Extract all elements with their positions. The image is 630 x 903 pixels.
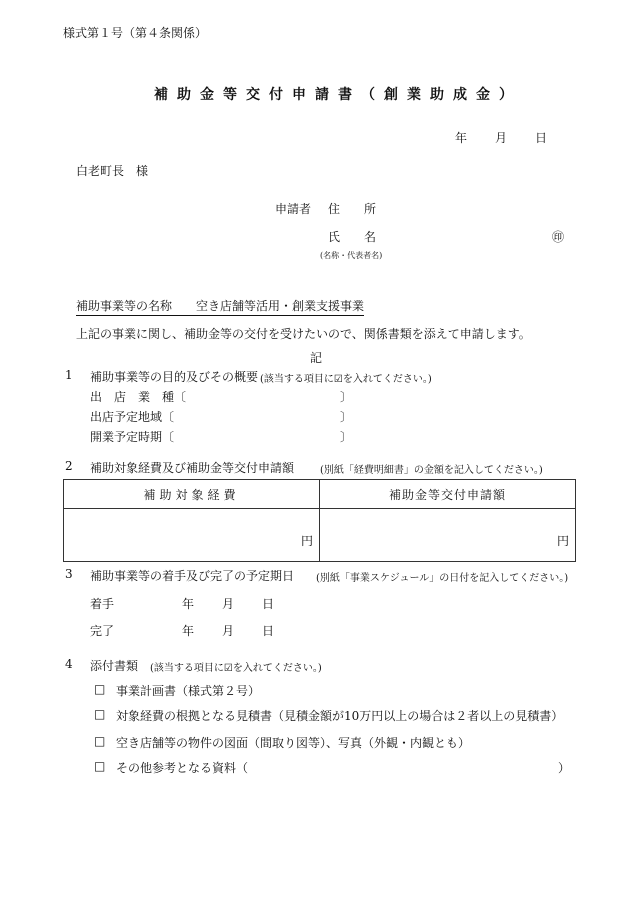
attachment-estimate: 対象経費の根拠となる見積書（見積金額が10万円以上の場合は２者以上の見積書） [116, 709, 564, 723]
table-header-row [64, 480, 576, 509]
section-number: 1 [65, 368, 73, 382]
checkbox-icon[interactable]: □ [94, 759, 106, 773]
checkbox-icon[interactable]: □ [94, 734, 106, 748]
section-heading: 補助事業等の着手及び完了の予定期日 [90, 569, 295, 583]
attachment-floor-plan: 空き店舗等の物件の図面（間取り図等）、写真（外観・内観とも） [116, 736, 471, 750]
addressee: 白老町長 様 [76, 164, 149, 178]
name-note: (名称・代表者名) [320, 251, 383, 260]
yen-unit: 円 [556, 534, 569, 548]
planned-area-label: 出店予定地域〔 [90, 410, 175, 424]
section-note: (別紙「事業スケジュール」の日付を記入してください。) [316, 573, 569, 584]
attachment-other: その他参考となる資料（ [116, 761, 249, 775]
section-heading: 添付書類 [90, 659, 139, 673]
section-heading: 補助事業等の目的及びその概要 [90, 370, 259, 384]
attachment-business-plan: 事業計画書（様式第２号） [116, 684, 261, 698]
date-day: 日 [535, 131, 548, 145]
ki-heading: 記 [310, 351, 323, 365]
section-note: (別紙「経費明細書」の金額を記入してください。) [320, 465, 543, 476]
document-title: 補助金等交付申請書（創業助成金） [154, 87, 522, 103]
end-day: 日 [262, 624, 275, 638]
start-year: 年 [182, 597, 195, 611]
bracket-close: 〕 [340, 390, 353, 404]
seal-mark: ㊞ [552, 230, 565, 244]
business-type-label: 出 店 業 種〔 [90, 390, 187, 404]
section-note: (該当する項目に☑を入れてください。) [150, 663, 322, 674]
section-number: 4 [65, 657, 73, 671]
table-row [64, 509, 576, 562]
header-eligible-expenses: 補助対象経費 [64, 480, 320, 509]
applicant-label: 申請者 [275, 202, 312, 216]
end-year: 年 [182, 624, 195, 638]
bracket-close: 〕 [340, 410, 353, 424]
opening-date-label: 開業予定時期〔 [90, 430, 175, 444]
project-name-line: 補助事業等の名称 空き店舗等活用・創業支援事業 [76, 297, 364, 316]
start-month: 月 [222, 597, 235, 611]
end-month: 月 [222, 624, 235, 638]
intro-text: 上記の事業に関し、補助金等の交付を受けたいので、関係書類を添えて申請します。 [76, 327, 531, 341]
header-requested-amount: 補助金等交付申請額 [320, 480, 576, 509]
end-label: 完了 [90, 624, 115, 638]
bracket-close: 〕 [340, 430, 353, 444]
requested-amount-cell[interactable] [320, 509, 576, 562]
date-month: 月 [495, 131, 508, 145]
checkbox-icon[interactable]: □ [94, 707, 106, 721]
paren-close: ） [558, 761, 571, 775]
name-label: 氏 名 [328, 230, 377, 244]
yen-unit: 円 [300, 534, 313, 548]
section-number: 3 [65, 567, 73, 581]
checkbox-icon[interactable]: □ [94, 682, 106, 696]
date-year: 年 [455, 131, 468, 145]
eligible-expenses-cell[interactable] [64, 509, 320, 562]
section-note: (該当する項目に☑を入れてください。) [260, 374, 432, 385]
start-day: 日 [262, 597, 275, 611]
start-label: 着手 [90, 597, 115, 611]
form-number: 様式第１号（第４条関係） [63, 26, 208, 40]
expense-table [63, 479, 576, 562]
address-label: 住 所 [328, 202, 377, 216]
section-heading: 補助対象経費及び補助金等交付申請額 [90, 461, 295, 475]
section-number: 2 [65, 459, 73, 473]
